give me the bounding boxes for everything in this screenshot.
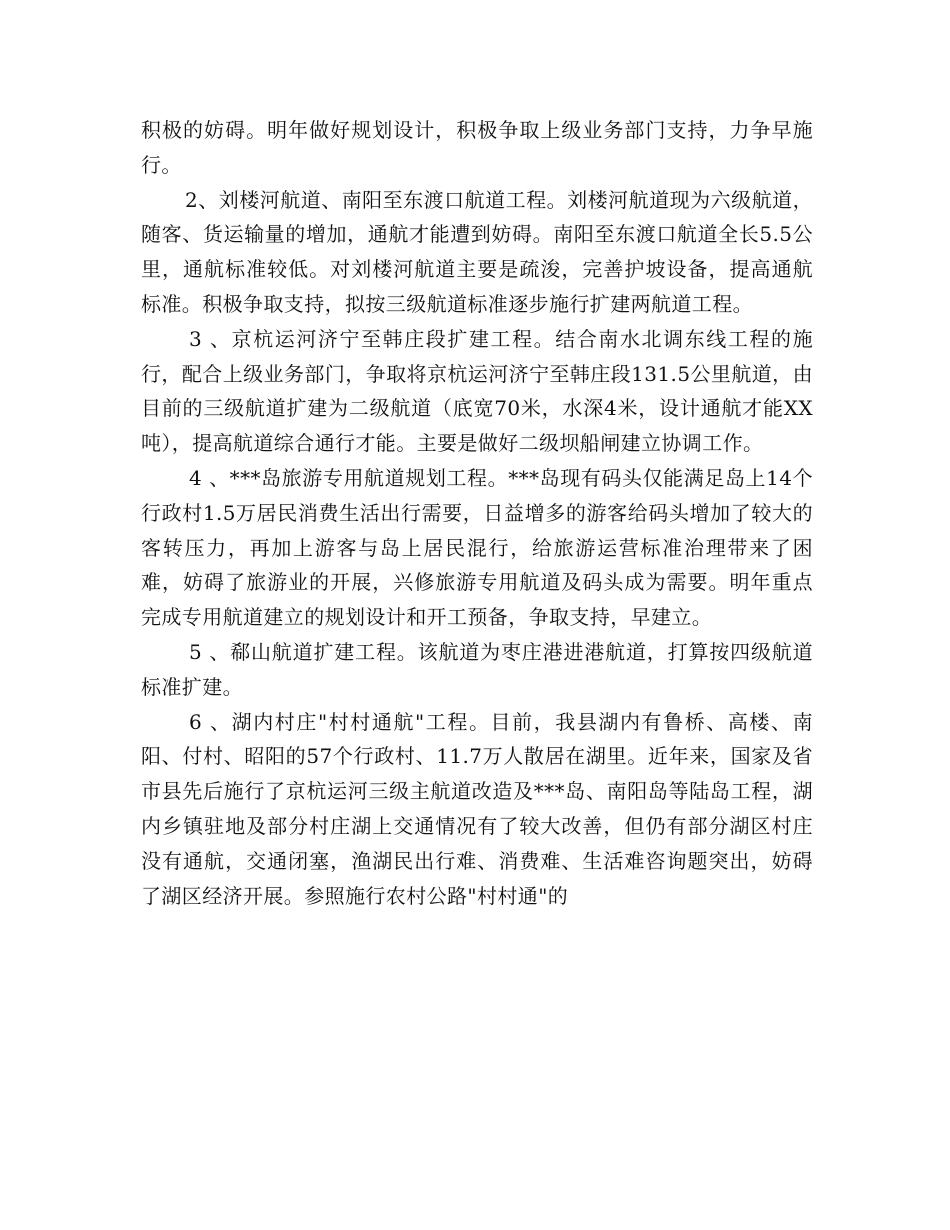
- paragraph-item-6: 6 、湖内村庄"村村通航"工程。目前，我县湖内有鲁桥、高楼、南阳、付村、昭阳的57个行政村、11.7万人散居在湖里。近年来，国家及省市县先后施行了京杭运河三级主航道改造及***岛、南阳岛等陆岛工程，湖内乡镇驻地及部分村庄湖上交通情况有了较大改善，但仍有部分湖区村庄没有通航，交通闭塞，渔湖民出行难、消费难、生活难咨询题突出，妨碍了湖区经济开展。参照施行农村公路"村村通"的: [141, 709, 813, 908]
- paragraph-item-5: 5 、郗山航道扩建工程。该航道为枣庄港进港航道，打算按四级航道标准扩建。: [141, 639, 813, 699]
- paragraph-item-2: 2、刘楼河航道、南阳至东渡口航道工程。刘楼河航道现为六级航道，随客、货运输量的增加，通航才能遭到妨碍。南阳至东渡口航道全长5.5公里，通航标准较低。对刘楼河航道主要是疏浚，完善护坡设备，提高通航标准。积极争取支持，拟按三级航道标准逐步施行扩建两航道工程。: [141, 187, 813, 316]
- paragraph-item-3: 3 、京杭运河济宁至韩庄段扩建工程。结合南水北调东线工程的施行，配合上级业务部门，争取将京杭运河济宁至韩庄段131.5公里航道，由目前的三级航道扩建为二级航道（底宽70米，水深4米，设计通航才能XX吨），提高航道综合通行才能。主要是做好二级坝船闸建立协调工作。: [141, 326, 813, 456]
- document-body: [141, 113, 813, 913]
- paragraph-continuation: 积极的妨碍。明年做好规划设计，积极争取上级业务部门支持，力争早施行。: [141, 118, 813, 177]
- paragraph-item-4: 4 、***岛旅游专用航道规划工程。***岛现有码头仅能满足岛上14个行政村1.5万居民消费生活出行需要，日益增多的游客给码头增加了较大的客转压力，再加上游客与岛上居民混行，给旅游运营标准治理带来了困难，妨碍了旅游业的开展，兴修旅游专用航道及码头成为需要。明年重点完成专用航道建立的规划设计和开工预备，争取支持，早建立。: [141, 465, 813, 630]
